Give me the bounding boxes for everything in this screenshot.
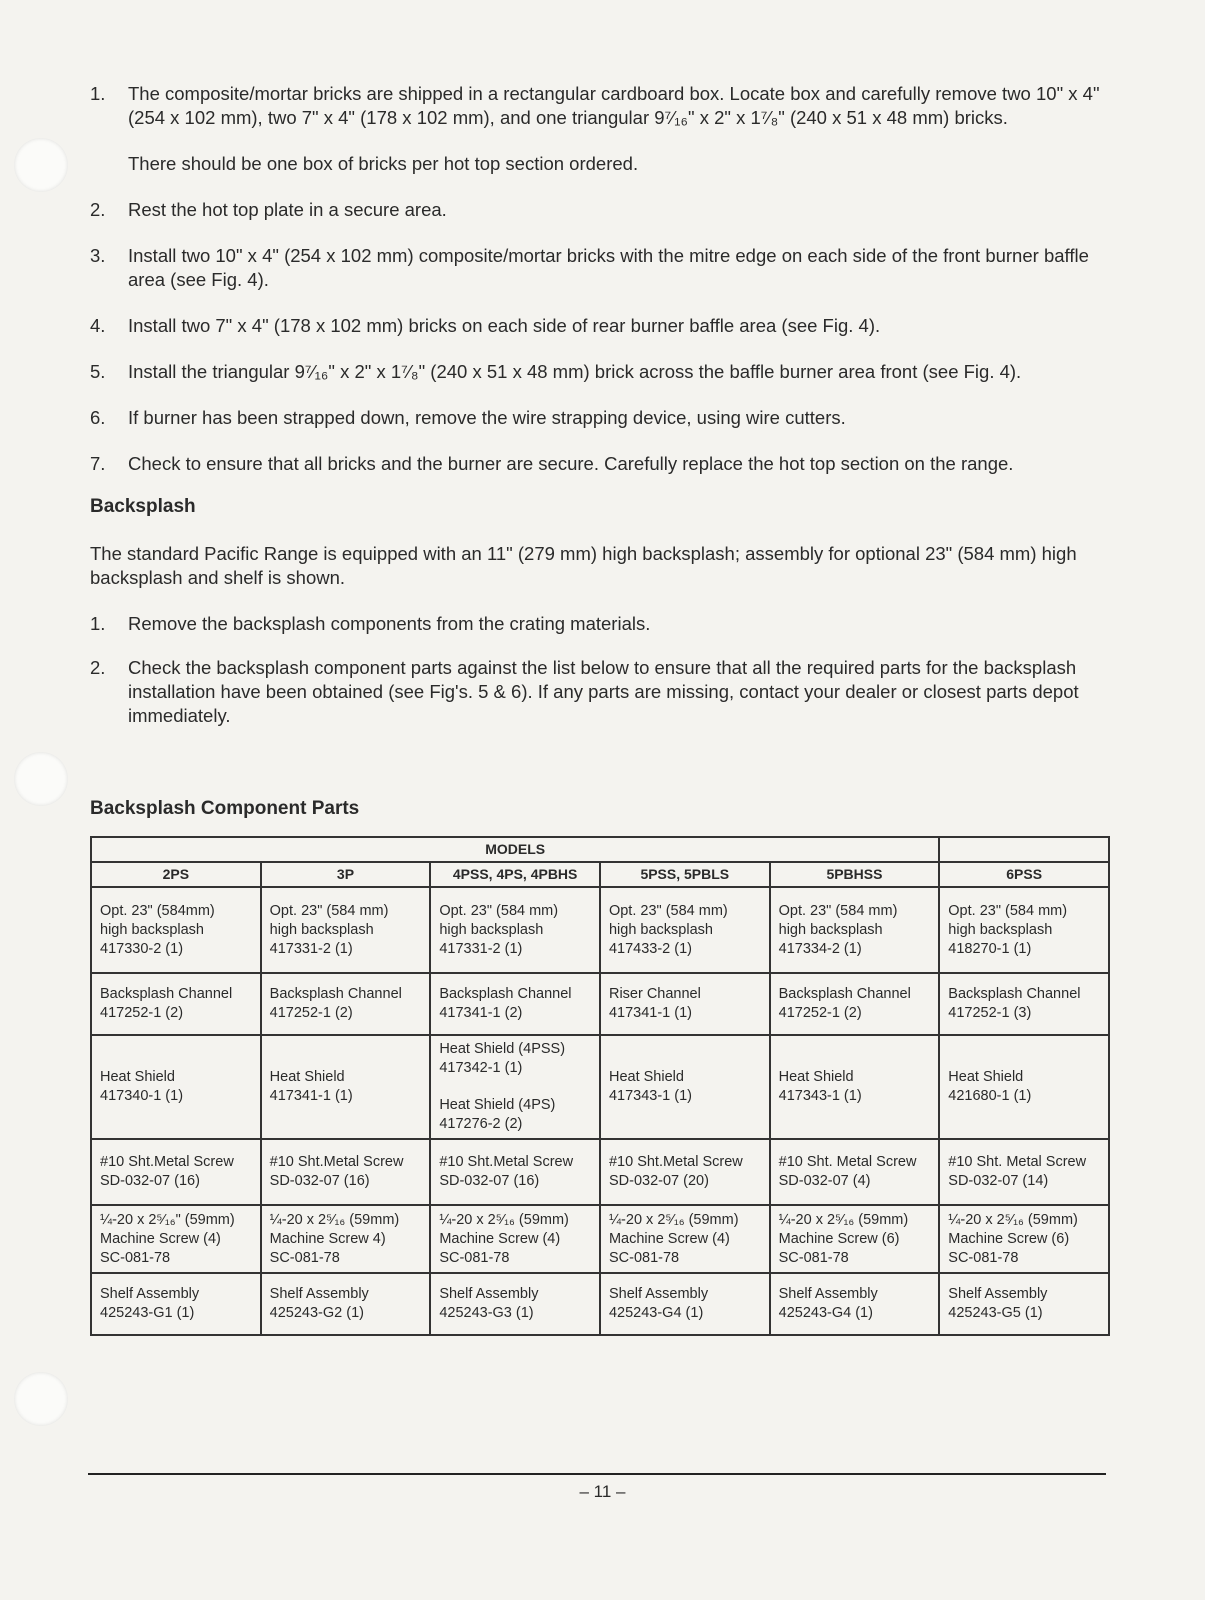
table-cell — [261, 1205, 431, 1273]
cell-line: 417334-2 (1) — [778, 940, 862, 957]
column-header: 2PS — [91, 862, 261, 887]
cell-line: 425243-G4 (1) — [608, 1305, 704, 1321]
table-cell — [91, 1205, 261, 1273]
binder-hole — [14, 752, 68, 806]
page-number: – 11 – — [579, 1482, 626, 1501]
table-row — [91, 973, 1109, 1035]
cell-line: SD-032-07 (16) — [269, 1173, 370, 1189]
cell-line: SC-081-78 — [439, 1249, 510, 1266]
cell-line: 417331-2 (1) — [439, 940, 523, 957]
page-content — [90, 82, 1110, 1336]
table-cell — [430, 1035, 600, 1139]
cell-line: SC-081-78 — [608, 1249, 680, 1266]
table-cell — [91, 1139, 261, 1205]
cell-line: Opt. 23" (584mm) — [100, 902, 215, 919]
cell-line: Shelf Assembly — [100, 1286, 200, 1302]
list-item — [90, 198, 1110, 222]
list-item — [90, 314, 1110, 338]
backsplash-steps — [90, 612, 1110, 728]
table-cell — [939, 1205, 1109, 1273]
table-cell — [770, 1035, 940, 1139]
cell-line: 417343-1 (1) — [608, 1088, 692, 1104]
cell-line: Heat Shield (4PS) — [439, 1097, 556, 1113]
cell-line: 417433-2 (1) — [608, 940, 692, 957]
table-cell — [91, 1035, 261, 1139]
binder-hole — [14, 1372, 68, 1426]
footer-rule — [88, 1473, 1106, 1475]
column-header: 5PSS, 5PBLS — [600, 862, 770, 887]
parts-table-body — [91, 887, 1109, 1335]
table-cell — [939, 887, 1109, 973]
cell-line: ¼-20 x 2⁵⁄₁₆ (59mm) — [778, 1211, 909, 1228]
cell-line: SD-032-07 (20) — [608, 1173, 709, 1189]
cell-line: Machine Screw (6) — [948, 1230, 1070, 1247]
step-number: 2. — [90, 199, 106, 220]
cell-line: 417276-2 (2) — [439, 1116, 523, 1132]
cell-line: 417341-1 (1) — [269, 1088, 353, 1104]
table-cell — [600, 887, 770, 973]
cell-line: 417340-1 (1) — [100, 1088, 184, 1104]
cell-line: 425243-G5 (1) — [948, 1305, 1043, 1321]
cell-line: 425243-G2 (1) — [269, 1305, 364, 1321]
cell-line: high backsplash — [269, 921, 374, 938]
table-cell — [91, 973, 261, 1035]
cell-line: 417252-1 (2) — [269, 1005, 353, 1021]
cell-line: Machine Screw 4) — [269, 1230, 386, 1247]
cell-line: #10 Sht. Metal Screw — [948, 1154, 1087, 1170]
cell-line: SC-081-78 — [948, 1249, 1019, 1266]
cell-line: high backsplash — [948, 921, 1053, 938]
step-number: 4. — [90, 315, 106, 336]
table-cell — [770, 1205, 940, 1273]
cell-line: 417252-1 (2) — [778, 1005, 862, 1021]
table-cell — [770, 1139, 940, 1205]
column-header: 4PSS, 4PS, 4PBHS — [430, 862, 600, 887]
binder-hole — [14, 138, 68, 192]
step-text: Check to ensure that all bricks and the burner are secure. Carefully replace the hot top section on the range. — [128, 453, 1014, 474]
cell-line: #10 Sht. Metal Screw — [778, 1154, 917, 1170]
table-row — [91, 1139, 1109, 1205]
cell-line: Heat Shield — [778, 1069, 854, 1085]
list-item — [90, 406, 1110, 430]
cell-line: ¼-20 x 2⁵⁄₁₆ (59mm) — [439, 1211, 569, 1228]
table-cell — [261, 1035, 431, 1139]
cell-line: 421680-1 (1) — [948, 1088, 1032, 1104]
cell-gap — [439, 1078, 591, 1096]
cell-line: 417341-1 (1) — [608, 1005, 692, 1021]
cell-line: high backsplash — [439, 921, 544, 938]
list-item — [90, 82, 1110, 176]
cell-line: SC-081-78 — [778, 1249, 849, 1266]
cell-line: Backsplash Channel — [778, 986, 911, 1002]
cell-line: Opt. 23" (584 mm) — [778, 902, 898, 919]
step-number: 5. — [90, 361, 106, 382]
backsplash-intro: The standard Pacific Range is equipped with an 11" (279 mm) high backsplash; assembly for optional 23" (584 mm) high backsplash and shelf is shown. — [90, 543, 1077, 588]
step-note: There should be one box of bricks per hot top section ordered. — [128, 153, 639, 174]
column-header: 6PSS — [939, 862, 1109, 887]
cell-line: Backsplash Channel — [948, 986, 1081, 1002]
brick-install-steps — [90, 82, 1110, 476]
cell-line: 417342-1 (1) — [439, 1060, 523, 1076]
cell-line: Backsplash Channel — [269, 986, 402, 1002]
table-cell — [600, 1139, 770, 1205]
parts-table — [90, 836, 1110, 1336]
cell-line: Heat Shield — [269, 1069, 345, 1085]
table-cell — [261, 887, 431, 973]
table-cell — [430, 1273, 600, 1335]
section-heading-backsplash: Backsplash — [90, 496, 196, 517]
list-item — [90, 656, 1110, 728]
step-text: Install two 10" x 4" (254 x 102 mm) composite/mortar bricks with the mitre edge on each side of the front burner baffle area (see Fig. 4). — [128, 245, 1089, 290]
table-cell — [91, 887, 261, 973]
list-item — [90, 244, 1110, 292]
cell-line: SD-032-07 (16) — [100, 1173, 200, 1189]
cell-line: Backsplash Channel — [439, 986, 572, 1002]
list-item — [90, 360, 1110, 384]
cell-line: 417252-1 (3) — [948, 1005, 1032, 1021]
step-number: 6. — [90, 407, 106, 428]
step-text: Remove the backsplash components from the crating materials. — [128, 613, 651, 634]
cell-line: Shelf Assembly — [778, 1286, 878, 1302]
cell-line: ¼-20 x 2⁵⁄₁₆ (59mm) — [948, 1211, 1078, 1228]
cell-line: 425243-G3 (1) — [439, 1305, 534, 1321]
models-header-blank — [939, 837, 1109, 862]
step-number: 1. — [90, 613, 106, 634]
cell-line: #10 Sht.Metal Screw — [100, 1154, 234, 1170]
cell-line: 425243-G4 (1) — [778, 1305, 873, 1321]
cell-line: SD-032-07 (4) — [778, 1173, 871, 1189]
cell-line: high backsplash — [608, 921, 713, 938]
parts-table-heading: Backsplash Component Parts — [90, 798, 360, 819]
step-text: Check the backsplash component parts against the list below to ensure that all the required parts for the backsplash installation have been obtained (see Fig's. 5 & 6). If any parts are missing, contact your dealer or closest parts depot immediately. — [128, 657, 1079, 726]
cell-line: 425243-G1 (1) — [100, 1305, 195, 1321]
step-text: Install the triangular 9⁷⁄₁₆" x 2" x 1⁷⁄₈" (240 x 51 x 48 mm) brick across the baffle burner area front (see Fig. 4). — [128, 361, 1022, 382]
table-cell — [600, 1035, 770, 1139]
table-row — [91, 1273, 1109, 1335]
cell-line: SC-081-78 — [269, 1249, 340, 1266]
table-row — [91, 1205, 1109, 1273]
cell-line: Heat Shield — [100, 1069, 175, 1085]
cell-line: SD-032-07 (14) — [948, 1173, 1049, 1189]
table-cell — [939, 1139, 1109, 1205]
table-cell — [430, 887, 600, 973]
models-header: MODELS — [91, 837, 939, 862]
table-cell — [939, 973, 1109, 1035]
cell-line: Riser Channel — [608, 986, 701, 1002]
step-text: The composite/mortar bricks are shipped in a rectangular cardboard box. Locate box and carefully remove two 10" x 4" (254 x 102 mm), two 7" x 4" (178 x 102 mm), and one triangular 9⁷⁄₁₆" x 2" x 1⁷⁄₈" (240 x 51 x 48 mm) bricks. — [128, 83, 1100, 128]
cell-line: Heat Shield — [948, 1069, 1024, 1085]
step-text: Install two 7" x 4" (178 x 102 mm) bricks on each side of rear burner baffle area (see Fig. 4). — [128, 315, 881, 336]
cell-line: Heat Shield — [608, 1069, 684, 1085]
cell-line: high backsplash — [778, 921, 883, 938]
cell-line: ¼-20 x 2⁵⁄₁₆ (59mm) — [608, 1211, 739, 1228]
cell-line: ¼-20 x 2⁵⁄₁₆" (59mm) — [100, 1211, 235, 1228]
cell-line: Opt. 23" (584 mm) — [269, 902, 389, 919]
cell-line: #10 Sht.Metal Screw — [269, 1154, 404, 1170]
table-cell — [261, 973, 431, 1035]
step-text: If burner has been strapped down, remove the wire strapping device, using wire cutters. — [128, 407, 846, 428]
table-cell — [430, 973, 600, 1035]
table-row — [91, 1035, 1109, 1139]
step-number: 3. — [90, 245, 106, 266]
cell-line: SC-081-78 — [100, 1249, 171, 1266]
cell-line: Opt. 23" (584 mm) — [948, 902, 1068, 919]
cell-line: SD-032-07 (16) — [439, 1173, 540, 1189]
step-number: 7. — [90, 453, 106, 474]
table-cell — [430, 1139, 600, 1205]
cell-line: Opt. 23" (584 mm) — [439, 902, 559, 919]
table-cell — [770, 887, 940, 973]
table-cell — [600, 1205, 770, 1273]
list-item — [90, 612, 1110, 636]
table-cell — [600, 1273, 770, 1335]
cell-line: Backsplash Channel — [100, 986, 233, 1002]
table-cell — [939, 1273, 1109, 1335]
cell-line: Shelf Assembly — [608, 1286, 709, 1302]
cell-line: Shelf Assembly — [439, 1286, 539, 1302]
cell-line: Opt. 23" (584 mm) — [608, 902, 728, 919]
table-cell — [91, 1273, 261, 1335]
cell-line: 417252-1 (2) — [100, 1005, 184, 1021]
cell-line: Machine Screw (4) — [608, 1230, 730, 1247]
cell-line: #10 Sht.Metal Screw — [608, 1154, 743, 1170]
cell-line: 417331-2 (1) — [269, 940, 353, 957]
cell-line: Heat Shield (4PSS) — [439, 1041, 566, 1057]
cell-line: Shelf Assembly — [269, 1286, 369, 1302]
cell-line: high backsplash — [100, 921, 204, 938]
cell-line: #10 Sht.Metal Screw — [439, 1154, 574, 1170]
column-header: 5PBHSS — [770, 862, 940, 887]
cell-line: 417341-1 (2) — [439, 1005, 523, 1021]
cell-line: Machine Screw (4) — [439, 1230, 561, 1247]
step-number: 2. — [90, 657, 106, 678]
table-cell — [261, 1139, 431, 1205]
cell-line: 417343-1 (1) — [778, 1088, 862, 1104]
table-cell — [261, 1273, 431, 1335]
table-cell — [600, 973, 770, 1035]
list-item — [90, 452, 1110, 476]
cell-line: ¼-20 x 2⁵⁄₁₆ (59mm) — [269, 1211, 400, 1228]
table-cell — [430, 1205, 600, 1273]
table-cell — [939, 1035, 1109, 1139]
cell-line: Machine Screw (6) — [778, 1230, 900, 1247]
step-number: 1. — [90, 83, 106, 104]
step-text: Rest the hot top plate in a secure area. — [128, 199, 447, 220]
cell-line: 417330-2 (1) — [100, 940, 184, 957]
table-row — [91, 887, 1109, 973]
cell-line: 418270-1 (1) — [948, 940, 1032, 957]
column-header: 3P — [261, 862, 431, 887]
table-cell — [770, 1273, 940, 1335]
table-cell — [770, 973, 940, 1035]
cell-line: Shelf Assembly — [948, 1286, 1048, 1302]
cell-line: Machine Screw (4) — [100, 1230, 221, 1247]
